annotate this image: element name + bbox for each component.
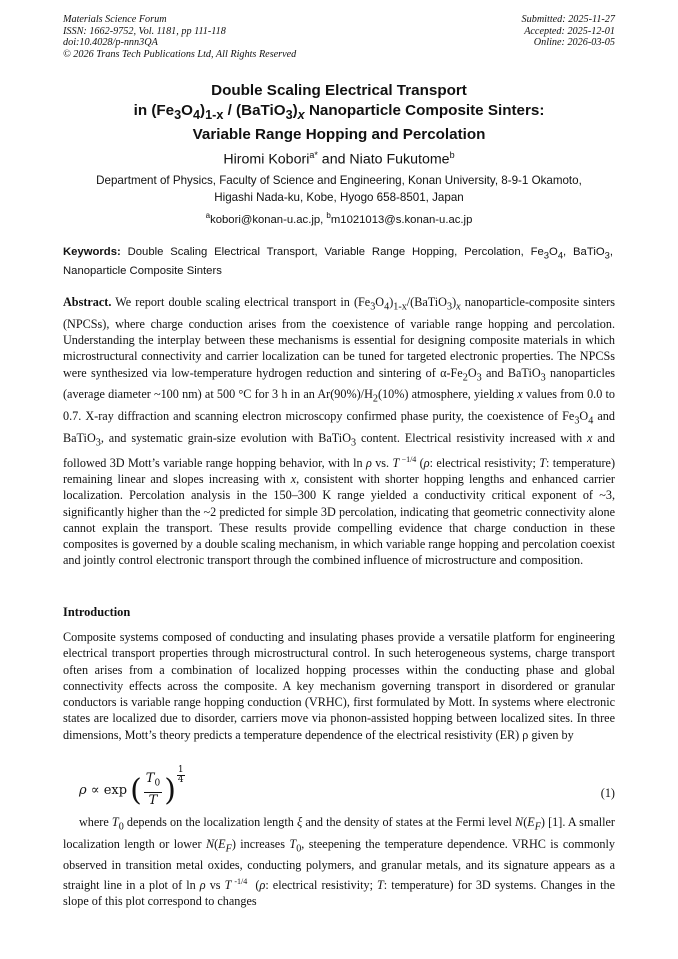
intro-var: T <box>289 836 297 851</box>
abstract-text: content. Electrical resistivity increased with <box>356 430 588 445</box>
intro-text: : electrical resistivity; <box>265 877 378 892</box>
abstract-sub: 3 <box>574 415 580 427</box>
intro-text: depends on the localization length <box>123 815 297 829</box>
title-sub: 3 <box>285 108 293 123</box>
eq-exp-num: 1 <box>177 764 184 775</box>
eq-exp: ∝ exp <box>86 782 128 798</box>
section-heading-introduction: Introduction <box>63 605 131 619</box>
dates-header <box>522 14 615 49</box>
intro-var: T <box>224 877 232 892</box>
keywords-sub: 3 <box>604 249 610 261</box>
intro-var: E <box>527 815 535 829</box>
intro-var: E <box>218 836 226 851</box>
introduction-paragraph: Composite systems composed of conducting and insulating phases provide a versatile platform for engineering electrical transport properties through microstructural control. In such heterogeneous systems, charge transport often arises from a combination of localized hopping processes within the conducting phase and global connectivity effects across the composite. A key mechanism governing transport in disordered or granular conductors is variable range hopping conduction (VRHC), first formulated by Mott. In systems where electronic states are localized due to disorder, carriers move via phonon-assisted hopping between localized sites. In three dimensions, Mott’s theory predicts a temperature dependence of the electrical resistivity (ER) ρ given by <box>63 630 615 742</box>
keywords-label: Keywords: <box>63 246 121 258</box>
abstract-text: and BaTiO <box>63 409 615 445</box>
intro-var: T <box>111 815 119 829</box>
eq-denominator <box>149 793 158 809</box>
abstract-text: values from 0.0 to 0.7. X-ray diffraction and scanning electron microscopy confirmed phase purity, the coexistence of Fe <box>63 387 615 424</box>
intro-text: vs <box>205 877 225 892</box>
abstract-text: , and systematic grain-size evolution with BaTiO <box>100 430 351 445</box>
copyright-line: © 2026 Trans Tech Publications Ltd, All Rights Reserved <box>63 48 297 60</box>
intro-var: N <box>515 815 524 829</box>
abstract-text: : temperature) remaining linear and slopes increasing with <box>63 455 616 486</box>
intro-text: ( <box>214 836 219 851</box>
intro-sub: 0 <box>118 821 124 833</box>
intro-var: ρ <box>199 877 206 892</box>
author-1: Hiromi Kobori <box>223 151 310 168</box>
affiliation-line-1: Department of Physics, Faculty of Science and Engineering, Konan University, 8-9-1 Okamoto, <box>96 174 582 187</box>
intro-text: ) [1]. A smaller localization length or lower <box>63 815 615 851</box>
intro-sub: F <box>534 821 541 833</box>
intro-text: ) increases <box>231 836 290 851</box>
online-date: Online: 2026-03-05 <box>533 37 615 49</box>
equation-number: (1) <box>600 786 615 800</box>
abstract-sub: 3 <box>351 437 357 449</box>
title-sub: 4 <box>192 108 201 123</box>
intro-var: N <box>205 836 215 851</box>
intro-text: : temperature) for 3D systems. Changes in the slope of this plot correspond to changes <box>63 877 615 909</box>
abstract-sub: 4 <box>588 415 594 427</box>
intro-text: , steepening the temperature dependence. VRHC is commonly observed in transition metal oxides, conducting polymers, and granular metals, and its signature appears as a straight line in a plot of ln <box>63 836 615 892</box>
title-sub: 3 <box>174 108 182 123</box>
abstract-text: , consistent with shorter hopping lengths and enhanced carrier localization. Percolation analysis in the 150–300 K range yielded a conductivity critical exponent of ~3, significantly higher than the ~2 predicted for simple 3D percolation, indicating that geometric connectivity alone cannot explain the transport. These results provide compelling evidence that charge conduction in these composites is governed by a double scaling mechanism, in which variable range hopping and percolation coexist and jointly control electronic transport through the combined influence of microstructure and composition. <box>63 471 615 568</box>
eq-exponent <box>177 766 185 785</box>
eq-right-paren: ) <box>164 772 176 808</box>
abstract-text: O <box>467 365 477 380</box>
abstract-sub: 2 <box>462 372 468 384</box>
keywords-text: , Nanoparticle Composite Sinters <box>63 246 613 278</box>
abstract-sub: 4 <box>384 301 390 313</box>
title-text: ) <box>200 102 206 119</box>
author-2-marker: b <box>449 150 455 160</box>
abstract <box>63 294 615 569</box>
abstract-var: T <box>392 455 400 470</box>
title-sub: 1-x <box>205 108 224 123</box>
author-list <box>40 146 638 169</box>
author-and: and <box>317 151 350 168</box>
keywords-text: , BaTiO <box>563 246 605 258</box>
abstract-text: O <box>579 409 589 424</box>
intro-var: ρ <box>259 877 266 892</box>
abstract-text: O <box>375 295 385 309</box>
intro-var: T <box>377 877 384 892</box>
affiliation-line-2: Higashi Nada-ku, Kobe, Hyogo 658-8501, Japan <box>214 191 464 204</box>
abstract-var: ρ <box>365 455 372 470</box>
abstract-text: ) <box>452 295 457 309</box>
keywords-text: Double Scaling Electrical Transport, Variable Range Hopping, Percolation, Fe <box>120 246 544 258</box>
journal-name: Materials Science Forum <box>63 14 167 25</box>
eq-exp-den: 4 <box>177 774 184 785</box>
intro-sub: F <box>225 843 232 855</box>
introduction-paragraph-2 <box>63 814 615 909</box>
eq-rho: ρ <box>79 782 87 798</box>
abstract-text: We report double scaling electrical transport in (Fe <box>111 295 371 309</box>
equation-body <box>79 764 185 810</box>
intro-text: where <box>79 815 112 829</box>
keywords-sub: 4 <box>557 249 564 261</box>
abstract-sub: 3 <box>370 301 376 313</box>
abstract-sub: 3 <box>95 437 101 449</box>
title-line-1: Double Scaling Electrical Transport <box>211 82 467 99</box>
eq-left-paren: ( <box>130 772 142 808</box>
abstract-sub: 1-x <box>393 301 407 313</box>
email-a[interactable]: kobori@konan-u.ac.jp <box>210 213 321 226</box>
email-b[interactable]: m1021013@s.konan-u.ac.jp <box>330 213 473 226</box>
abstract-text: (10%) atmosphere, yielding <box>377 387 518 402</box>
abstract-text: /(BaTiO <box>406 295 447 309</box>
email-separator: , <box>320 213 327 226</box>
abstract-sup: −1/4 <box>399 454 417 464</box>
abstract-sub: 3 <box>446 301 453 313</box>
email-marker: b <box>326 211 331 220</box>
abstract-var: ρ <box>423 455 430 470</box>
abstract-text: vs. <box>371 455 393 470</box>
abstract-var: x <box>587 430 593 445</box>
eq-T0: T <box>145 771 155 787</box>
eq-T: T <box>148 792 158 808</box>
equation-1 <box>79 764 615 814</box>
keywords-sub: 3 <box>543 249 550 261</box>
intro-var: ξ <box>296 815 303 829</box>
title-text: / (BaTiO <box>223 102 286 119</box>
journal-header <box>63 14 296 60</box>
abstract-sub: 3 <box>476 372 482 384</box>
abstract-sub: 3 <box>540 372 546 384</box>
abstract-var: T <box>539 455 546 470</box>
intro-sub: 0 <box>296 843 302 855</box>
title-text: ) <box>292 102 298 119</box>
issn-line: ISSN: 1662-9752, Vol. 1181, pp 111-118 <box>63 25 226 37</box>
keywords-text: O <box>549 246 558 258</box>
title-sub: x <box>297 108 305 123</box>
abstract-text: nanoparticles (average diameter ~100 nm) at 500 °C for 3 h in an Ar(90%)/H <box>63 365 615 402</box>
title-text: O <box>181 102 193 119</box>
abstract-text: nanoparticle-composite sinters (NPCSs), where charge conduction arises from the coexistence of variable range hopping and percolation. Understanding the interplay between these mechanisms is essential for designing composite materials in which microstructural connectivity and carrier localization can be tuned for targeted electronic properties. The NPCSs were synthesized via low-temperature hydrogen reduction and sintering of α-Fe <box>63 295 615 380</box>
abstract-var: x <box>290 471 297 486</box>
doi-line: doi:10.4028/p-nnn3QA <box>63 37 158 49</box>
eq-T0-sub: 0 <box>154 778 161 789</box>
intro-text: ( <box>247 877 260 892</box>
author-2: Niato Fukutome <box>349 151 450 168</box>
email-marker: a <box>205 211 211 220</box>
title-text: in (Fe <box>133 102 175 119</box>
title-line-2 <box>40 101 638 125</box>
email-list <box>40 209 638 227</box>
intro-text: ( <box>523 815 528 829</box>
abstract-text: : electrical resistivity; <box>429 455 540 470</box>
submitted-date: Submitted: 2025-11-27 <box>521 14 615 25</box>
affiliation <box>55 172 623 206</box>
intro-sup: -1/4 <box>231 876 248 886</box>
author-1-marker: a* <box>309 150 318 160</box>
abstract-text: ( <box>416 455 424 470</box>
eq-numerator <box>144 771 162 793</box>
accepted-date: Accepted: 2025-12-01 <box>524 25 615 37</box>
title-line-3: Variable Range Hopping and Percolation <box>192 126 486 144</box>
intro-text: and the density of states at the Fermi level <box>302 815 516 829</box>
eq-fraction <box>144 771 162 809</box>
abstract-label: Abstract. <box>63 295 112 309</box>
abstract-text: and followed 3D Mott’s variable range hopping behavior, with ln <box>63 430 615 470</box>
abstract-text: and BaTiO <box>481 365 541 380</box>
abstract-sub: x <box>456 301 461 313</box>
abstract-var: x <box>517 387 523 402</box>
abstract-sub: 2 <box>372 393 378 405</box>
keywords <box>63 244 613 279</box>
paper-title <box>40 81 638 145</box>
title-text: Nanoparticle Composite Sinters: <box>304 102 545 119</box>
abstract-text: ) <box>389 295 394 309</box>
